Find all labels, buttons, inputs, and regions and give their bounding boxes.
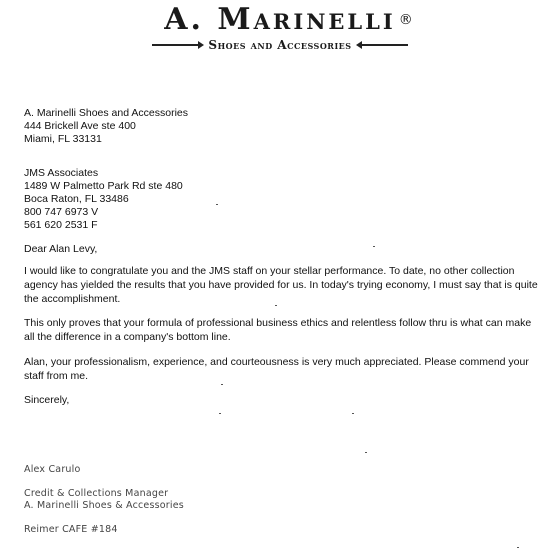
scan-speck [352,413,354,414]
signature-block [24,488,184,512]
tagline-row [0,38,560,52]
reference-line: Reimer CAFE #184 [24,524,118,535]
scan-speck [221,384,223,385]
paragraph-3: Alan, your professionalism, experience, and courteousness is very much appreciated. Please commend your staff from me. [24,356,529,382]
recipient-line-5: 561 620 2531 F [24,219,98,231]
scan-speck [373,246,375,247]
sender-line-3: Miami, FL 33131 [24,133,102,145]
recipient-line-1: JMS Associates [24,167,99,179]
recipient-line-2: 1489 W Palmetto Park Rd ste 480 [24,180,183,192]
scan-speck [275,305,277,306]
sender-address [24,107,188,146]
tagline-right-rule [360,44,408,46]
signature-title: Credit & Collections Manager [24,488,169,499]
brand-name-text: A. Marinelli [164,2,396,37]
sender-line-2: 444 Brickell Ave ste 400 [24,120,136,132]
letterhead [0,4,560,52]
tagline-left-rule [152,44,200,46]
recipient-line-3: Boca Raton, FL 33486 [24,193,129,205]
scan-speck [365,452,367,453]
brand-name [164,2,416,37]
scan-speck [219,413,221,414]
scan-speck [517,547,519,548]
salutation: Dear Alan Levy, [24,243,98,255]
registered-mark: ® [398,12,416,28]
tagline: Shoes and Accessories [208,38,352,52]
closing: Sincerely, [24,394,70,406]
sender-line-1: A. Marinelli Shoes and Accessories [24,107,188,119]
recipient-line-4: 800 747 6973 V [24,206,99,218]
scan-speck [216,204,218,205]
recipient-address [24,167,183,232]
paragraph-1: I would like to congratulate you and the JMS staff on your stellar performance. To date, no other collection agency has yielded the results that you have provided for us. In today's trying economy, I must say that is quite the accomplishment. [24,265,538,305]
signature-company: A. Marinelli Shoes & Accessories [24,500,184,511]
signature-name: Alex Carulo [24,464,81,475]
paragraph-2: This only proves that your formula of professional business ethics and relentless follow thru is what can make all the difference in a company's bottom line. [24,317,532,343]
